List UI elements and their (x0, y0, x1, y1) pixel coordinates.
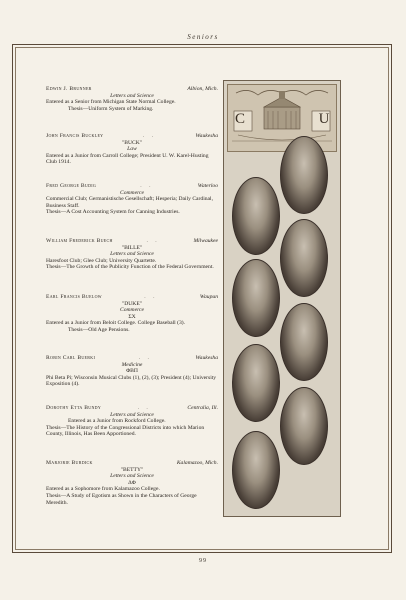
entry-bundy: Dorothy Etta Bundy . . Centralia, Ill. Letters and Science Entered as a Junior from Rockford College. Thesis—The History of the Congressional Districts into which Marion County, Illinois, Has Been Apportioned. (46, 405, 218, 438)
entry-body: Commercial Club; Germanistische Gesellschaft; Hesperia; Daily Cardinal, Business Staff. (46, 196, 213, 209)
entry-burdick (46, 460, 218, 506)
entry-buelow: Earl Francis Buelow . . Waupun "DUKE" Commerce ΣX Entered as a Junior from Beloit College. College Baseball (3). Thesis—Old Age Pensions. (46, 294, 218, 333)
portrait-photo-7 (280, 387, 328, 465)
entry-nickname: "BETTY" (120, 466, 144, 473)
entry-buerki: Robin Carl Buerki . . Waukesha Medicine ΦΒΠ Phi Beta Pi; Wisconsin Musical Clubs (1), (2), (3); President (4); University Exposition (4). (46, 355, 218, 388)
portrait-photo-3 (280, 219, 328, 297)
entry-thesis: Thesis—Uniform System of Marking. (68, 105, 154, 112)
entry-thesis: Thesis—The History of the Congressional Districts into which Marion County, Illinois, Has Been Apportioned. (46, 424, 205, 438)
portrait-photo-1 (280, 136, 328, 214)
entry-thesis: Thesis—Old Age Pensions. (68, 326, 130, 333)
entry-thesis: Thesis—A Cost Accounting System for Canning Industries. (46, 209, 180, 216)
entry-body: Entered as a Sophomore from Kalamazoo College. (46, 486, 160, 493)
entry-body: Entered as a Senior from Michigan State Normal College. (46, 99, 176, 106)
entry-course: Law (127, 146, 137, 153)
entry-home: Waterloo (197, 183, 218, 189)
entry-course: Commerce (119, 189, 145, 196)
entry-home: Milwaukee (193, 238, 218, 244)
entry-name: Earl Francis Buelow (46, 294, 102, 300)
entry-body: Entered as a Junior from Carroll College; President U. W. Karel-Husting Club 1914. (46, 152, 209, 166)
entry-name: John Francis Buckley (46, 133, 104, 139)
entry-name: William Frederick Buech (46, 238, 113, 244)
entry-brunner (46, 86, 218, 112)
entry-course: Letters and Science (110, 251, 154, 258)
entry-home: Kalamazoo, Mich. (176, 460, 218, 466)
entry-name: Marjorie Burdick (46, 460, 93, 466)
entry-buckley: John Francis Buckley . . Waukesha "BUCK" Law Entered as a Junior from Carroll College; President U. W. Karel-Husting Club 1914. (46, 133, 218, 166)
entry-course: Letters and Science (110, 473, 154, 480)
entry-body: Haresfoot Club; Glee Club; University Quartette. (46, 257, 157, 264)
entry-body: Entered as a Junior from Beloit College. College Baseball (3). (46, 320, 186, 327)
portrait-photo-2 (232, 177, 280, 255)
page-header: Seniors (187, 33, 219, 41)
entry-home: Albion, Mich. (187, 86, 218, 92)
entry-buech: William Frederick Buech . . Milwaukee "BILLE" Letters and Science Haresfoot Club; Glee Club; University Quartette. Thesis—The Growth of the Publicity Function of the Federal Government. (46, 238, 218, 271)
entry-nickname: "DUKE" (121, 300, 143, 307)
entry-course: Medicine (121, 361, 143, 368)
portrait-panel (223, 80, 341, 517)
entry-body: Phi Beta Pi; Wisconsin Musical Clubs (1), (2), (3); President (4); University Exposition (4). (46, 374, 217, 388)
entry-home: Waupun (199, 294, 218, 300)
portrait-photo-4 (232, 259, 280, 337)
entry-course: Letters and Science (110, 411, 154, 418)
page-number: 99 (199, 558, 207, 564)
entry-name: Dorothy Etta Bundy (46, 405, 102, 411)
entry-course: Letters and Science (110, 92, 154, 99)
entry-budig: Fred George Budig . . Waterloo Commerce Commercial Club; Germanistische Gesellschaft; Hesperia; Daily Cardinal, Business Staff. Thesis—A Cost Accounting System for Canning Industries. (46, 183, 218, 216)
entry-home: Centralia, Ill. (187, 405, 218, 411)
entry-greek: ΔΦ (128, 479, 136, 486)
entry-thesis: Thesis—The Growth of the Publicity Function of the Federal Government. (46, 264, 214, 271)
entry-name: Fred George Budig (46, 183, 97, 189)
portrait-photo-5 (280, 303, 328, 381)
entry-course: Commerce (119, 307, 145, 314)
portrait-photo-6 (232, 344, 280, 422)
entry-home: Waukesha (195, 355, 218, 361)
portrait-photo-8 (232, 431, 280, 509)
entry-nickname: "BUCK" (121, 139, 143, 146)
panel-letter-c: C (234, 111, 245, 127)
entry-body: Entered as a Junior from Rockford College. (68, 418, 166, 425)
entry-name: Robin Carl Buerki (46, 355, 96, 361)
entry-thesis: Thesis—A Study of Egotism as Shown in the Characters of George Meredith. (46, 492, 197, 506)
entry-name: Edwin J. Brunner (46, 86, 92, 92)
entry-home: Waukesha (195, 133, 218, 139)
entry-greek: ΦΒΠ (126, 368, 138, 375)
entry-nickname: "BILLE" (121, 244, 143, 251)
entry-greek: ΣX (128, 313, 136, 320)
panel-letter-u: U (318, 111, 330, 127)
